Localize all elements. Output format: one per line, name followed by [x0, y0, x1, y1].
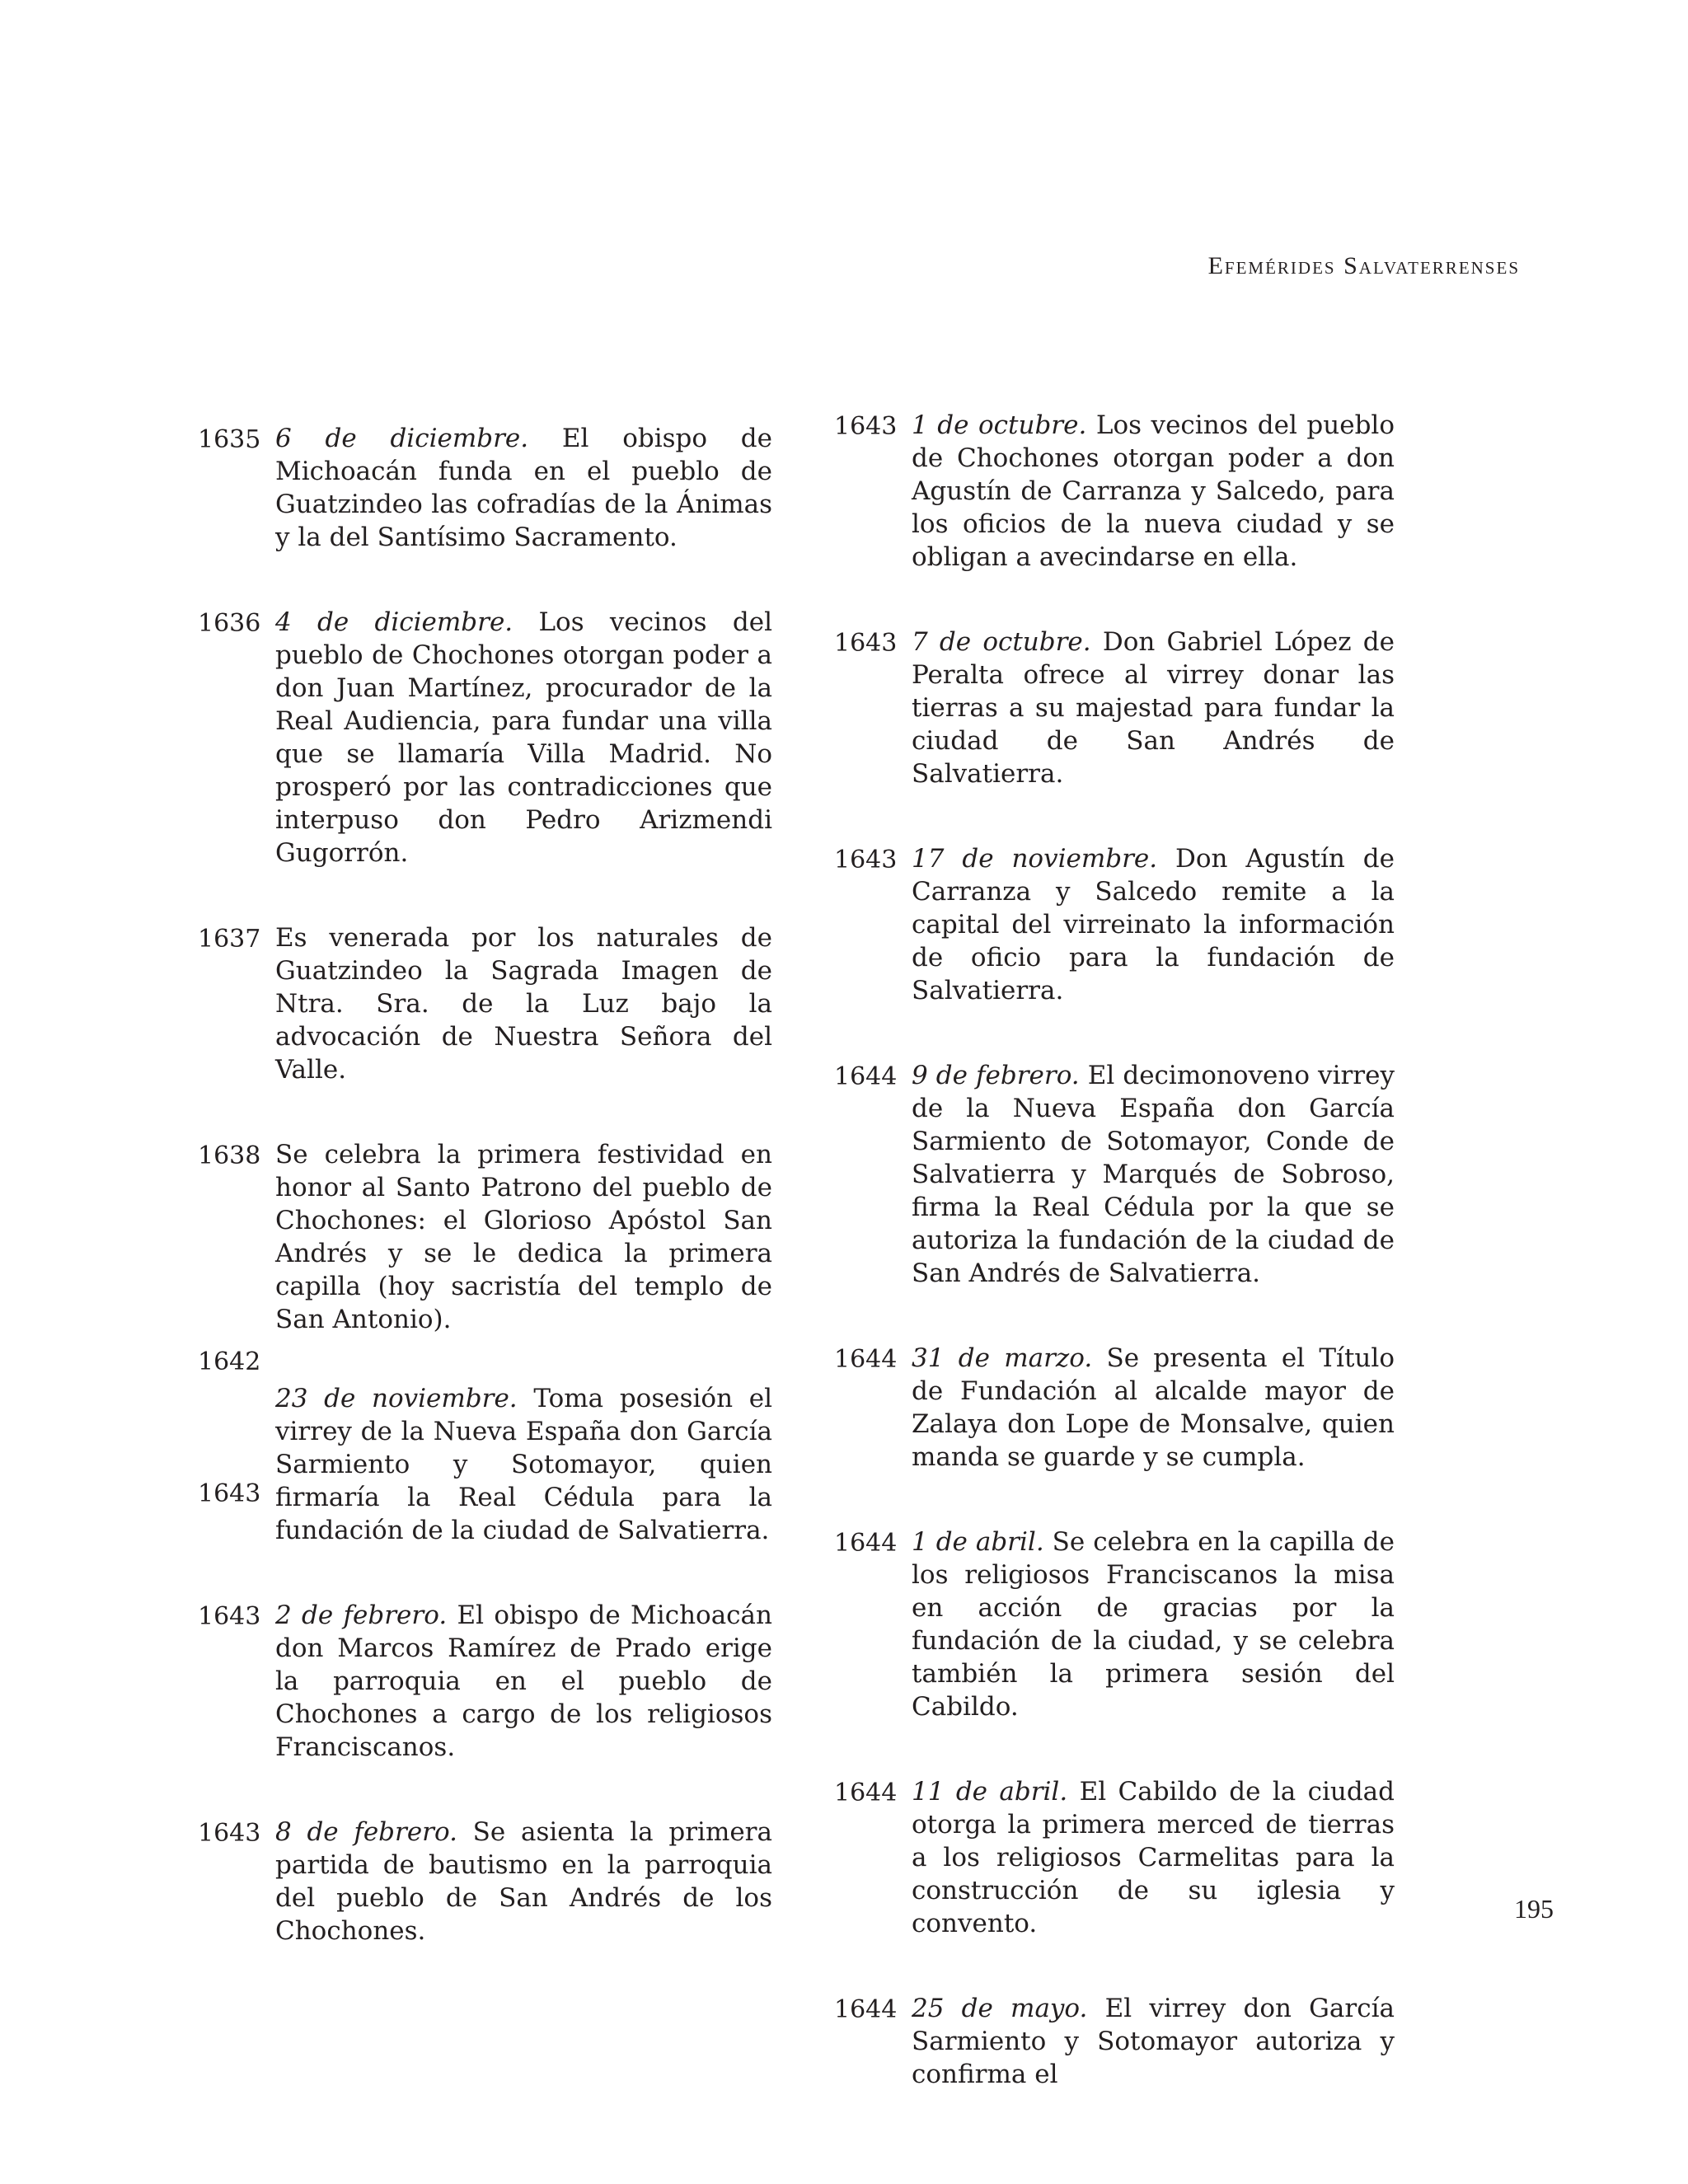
entry-year: 1635 — [198, 425, 261, 454]
entry-date: 2 de febrero. — [275, 1601, 448, 1630]
entry-year: 1643 — [198, 1602, 261, 1631]
entry-text — [912, 842, 1395, 1007]
entry-year: 1644 — [834, 1995, 898, 2024]
entry-year: 1643 — [834, 629, 898, 658]
chronology-entry — [198, 1344, 772, 1377]
entry-text — [912, 1992, 1395, 2091]
chronology-entry — [198, 1816, 772, 1947]
entry-body: Don Agustín de Carranza y Salcedo remite a la capital del virreinato la información de oficio para la fundación de Salvatierra. — [912, 844, 1395, 1005]
entry-year: 1643 — [198, 1479, 261, 1508]
entry-body: Se celebra en la capilla de los religiosos Franciscanos la misa en acción de gracias por la fundación de la ciudad, y se celebra también la primera sesión del Cabildo. — [912, 1527, 1395, 1722]
page-number: 195 — [1514, 1894, 1554, 1924]
entry-text — [275, 1599, 772, 1764]
entry-year: 1638 — [198, 1141, 261, 1170]
entry-text — [275, 1816, 772, 1947]
running-head: Efemérides Salvaterrenses — [1207, 252, 1520, 279]
entry-date: 9 de febrero. — [912, 1061, 1080, 1090]
entry-date: 31 de marzo. — [912, 1343, 1093, 1373]
chronology-entry — [834, 1775, 1395, 1940]
entry-text — [912, 1526, 1395, 1723]
entry-body: El Cabildo de la ciudad otorga la primera merced de tierras a los religiosos Carmelitas para la construcción de su iglesia y convento. — [912, 1777, 1395, 1938]
entry-text — [275, 606, 772, 869]
entry-date: 4 de diciembre. — [275, 607, 513, 637]
entry-body: Toma posesión el virrey de la Nueva España don García Sarmiento y Sotomayor, quien firmaría la Real Cédula para la fundación de la ciudad de Salvatierra. — [275, 1384, 772, 1545]
entry-text — [912, 1775, 1395, 1940]
entry-text — [912, 626, 1395, 790]
chronology-entry — [198, 1138, 772, 1336]
entry-body: El obispo de Michoacán funda en el pueblo de Guatzindeo las cofradías de la Ánimas y la del Santísimo Sacramento. — [275, 424, 773, 552]
entry-year: 1644 — [834, 1062, 898, 1091]
chronology-entry — [834, 1342, 1395, 1474]
entry-year: 1644 — [834, 1779, 898, 1807]
chronology-entry — [198, 422, 772, 554]
chronology-entry — [834, 842, 1395, 1007]
entry-body: El virrey don García Sarmiento y Sotomayor autoriza y confirma el — [912, 1994, 1395, 2089]
left-column — [198, 422, 772, 1999]
entry-body: Don Gabriel López de Peralta ofrece al virrey donar las tierras a su majestad para fundar la ciudad de San Andrés de Salvatierra. — [912, 627, 1395, 789]
chronology-entry — [834, 1992, 1395, 2091]
entry-year: 1643 — [834, 846, 898, 874]
entry-year: 1644 — [834, 1345, 898, 1374]
right-column — [834, 409, 1395, 2143]
entry-body: Los vecinos del pueblo de Chochones otorgan poder a don Agustín de Carranza y Salcedo, para los oficios de la nueva ciudad y se obligan a avecindarse en ella. — [912, 410, 1395, 572]
entry-body: El obispo de Michoacán don Marcos Ramírez de Prado erige la parroquia en el pueblo de Chochones a cargo de los religiosos Franciscanos. — [275, 1601, 772, 1762]
entry-text — [275, 1138, 772, 1336]
entry-year: 1637 — [198, 925, 261, 954]
entry-text — [912, 409, 1395, 574]
chronology-entry — [198, 606, 772, 869]
entry-date: 25 de mayo. — [912, 1994, 1088, 2023]
entry-date: 6 de diciembre. — [275, 424, 529, 453]
entry-date: 17 de noviembre. — [912, 844, 1158, 874]
entry-year: 1643 — [834, 412, 898, 441]
entry-year: 1642 — [198, 1347, 261, 1376]
chronology-entry — [198, 921, 772, 1086]
chronology-entry — [834, 1526, 1395, 1723]
entry-text — [912, 1059, 1395, 1290]
entry-body: Se presenta el Título de Fundación al alcalde mayor de Zalaya don Lope de Monsalve, quien manda se guarde y se cumpla. — [912, 1343, 1395, 1472]
entry-text — [912, 1342, 1395, 1474]
entry-body: Es venerada por los naturales de Guatzindeo la Sagrada Imagen de Ntra. Sra. de la Luz bajo la advocación de Nuestra Señora del Valle. — [275, 923, 772, 1085]
entry-body: Se celebra la primera festividad en honor al Santo Patrono del pueblo de Chochones: el Glorioso Apóstol San Andrés y se le dedica la primera capilla (hoy sacristía del templo de San Antonio). — [275, 1140, 772, 1334]
chronology-entry — [834, 626, 1395, 790]
entry-text — [275, 422, 772, 554]
chronology-entry — [198, 1599, 772, 1764]
entry-date: 23 de noviembre. — [275, 1384, 518, 1413]
entry-text — [275, 1377, 772, 1547]
entry-body: El decimonoveno virrey de la Nueva España don García Sarmiento de Sotomayor, Conde de Salvatierra y Marqués de Sobroso, firma la Real Cédula por la que se autoriza la fundación de la ciudad de San Andrés de Salvatierra. — [912, 1061, 1395, 1288]
chronology-entry — [834, 1059, 1395, 1290]
entry-date: 7 de octubre. — [912, 627, 1091, 657]
entry-year: 1644 — [834, 1529, 898, 1558]
entry-year: 1643 — [198, 1819, 261, 1848]
entry-date: 1 de octubre. — [912, 410, 1087, 440]
entry-body: Los vecinos del pueblo de Chochones otorgan poder a don Juan Martínez, procurador de la Real Audiencia, para fundar una villa que se llamaría Villa Madrid. No prosperó por las contradicciones que interpuso don Pedro Arizmendi Gugorrón. — [275, 607, 772, 868]
entry-date: 8 de febrero. — [275, 1817, 457, 1847]
chronology-entry — [198, 1377, 772, 1547]
entry-text — [275, 921, 772, 1086]
entry-date: 1 de abril. — [912, 1527, 1044, 1557]
entry-body: Se asienta la primera partida de bautismo en la parroquia del pueblo de San Andrés de los Chochones. — [275, 1817, 772, 1946]
entry-date: 11 de abril. — [912, 1777, 1068, 1807]
entry-year: 1636 — [198, 609, 261, 638]
chronology-entry — [834, 409, 1395, 574]
